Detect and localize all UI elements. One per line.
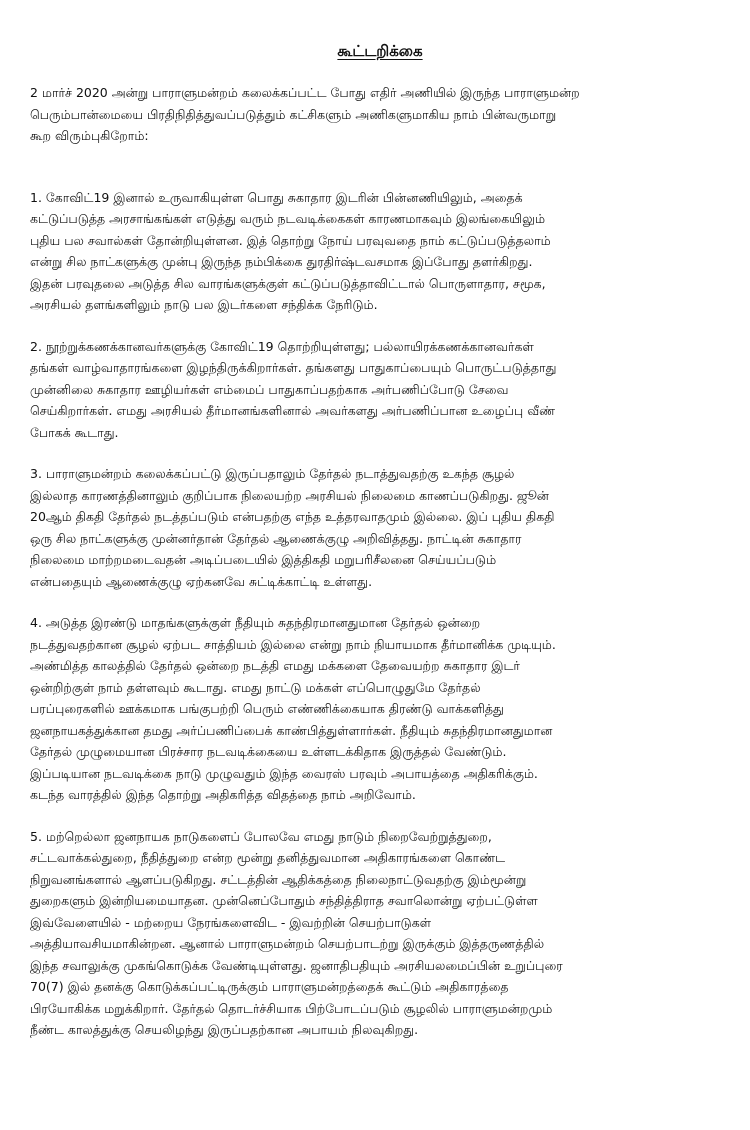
text-line: புதிய பல சவால்கள் தோன்றியுள்ளன. இத் தொற்று நோய் பரவுவதை நாம் கட்டுப்படுத்தலாம் [30,232,551,248]
text-line: நீண்ட காலத்துக்கு செயலிழந்து இருப்பதற்கான அபாயம் நிலவுகிறது. [30,1022,419,1037]
text-line: 1. கோவிட்19 இனால் உருவாகியுள்ள பொது சுகாதார இடரின் பின்னணியிலும், அதைக் [30,189,523,205]
text-line: ஒரு சில நாட்களுக்கு முன்னர்தான் தேர்தல் ஆணைக்குழு அறிவித்தது. நாட்டின் சுகாதார [30,530,522,546]
text-line: துறைகளும் இன்றியமையாதன. முன்னெப்போதும் சந்தித்திராத சவாலொன்று ஏற்பட்டுள்ள [30,893,538,908]
text-line: நிறுவனங்களால் ஆளப்படுகிறது. சட்டத்தின் ஆதிக்கத்தை நிலைநாட்டுவதற்கு இம்மூன்று [30,871,527,887]
text-line: இப்படியான நடவடிக்கை நாடு முழுவதும் இந்த வைரஸ் பரவும் அபாயத்தை அதிகரிக்கும். [30,765,538,781]
text-line: செய்கிறார்கள். எமது அரசியல் தீர்மானங்களினால் அவர்களது அர்பணிப்பான உழைப்பு வீண் [30,403,556,418]
text-line: பரப்புரைகளில் ஊக்கமாக பங்குபற்றி பெரும் எண்ணிக்கையாக திரண்டு வாக்களித்து [30,701,504,716]
text-line: கூற விரும்புகிறோம்: [30,128,149,143]
paragraph-3 [30,463,730,592]
paragraph-2 [30,336,730,444]
paragraph-4 [30,612,730,806]
text-line: 3. பாராளுமன்றம் கலைக்கப்பட்டு இருப்பதாலும் தேர்தல் நடாத்துவதற்கு உகந்த சூழல் [30,466,515,481]
text-line: 2 மார்ச் 2020 அன்று பாராளுமன்றம் கலைக்கப்பட்ட போது எதிர் அணியில் இருந்த பாராளுமன்ற [30,85,580,100]
text-line: நிலைமை மாற்றமடைவதன் அடிப்படையில் இத்திகதி மறுபரிசீலனை செய்யப்படும் [30,552,497,567]
text-line: கட்டுப்படுத்த அரசாங்கங்கள் எடுத்து வரும் நடவடிக்கைகள் காரணமாகவும் இலங்கையிலும் [30,211,546,226]
document-title: கூட்டறிக்கை [337,42,423,60]
text-line: தங்கள் வாழ்வாதாரங்களை இழந்திருக்கிறார்கள். தங்களது பாதுகாப்பையும் பொருட்படுத்தாது [30,360,557,375]
text-line: தேர்தல் முழுமையான பிரச்சார நடவடிக்கையை உள்ளடக்கிதாக இருத்தல் வேண்டும். [30,744,507,759]
text-line: முன்னிலை சுகாதார ஊழியர்கள் எம்மைப் பாதுகாப்பதற்காக அர்பணிப்போடு சேவை [30,381,509,397]
text-line: 70(7) இல் தனக்கு கொடுக்கப்பட்டிருக்கும் பாராளுமன்றத்தைக் கூட்டும் அதிகாரத்தை [30,979,509,994]
text-line: இந்த சவாலுக்கு முகங்கொடுக்க வேண்டியுள்ளது. ஜனாதிபதியும் அரசியலமைப்பின் உறுப்புரை [30,957,563,973]
text-line: என்பதையும் ஆணைக்குழு ஏற்கனவே சுட்டிக்காட்டி உள்ளது. [30,573,373,589]
paragraph-1 [30,187,730,316]
text-line: 4. அடுத்த இரண்டு மாதங்களுக்குள் நீதியும் சுதந்திரமானதுமான தேர்தல் ஒன்றை [30,615,481,630]
text-line: அத்தியாவசியமாகின்றன. ஆனால் பாராளுமன்றம் செயற்பாடற்று இருக்கும் இத்தருணத்தில் [30,936,545,951]
text-line: இதன் பரவுதலை அடுத்த சில வாரங்களுக்குள் கட்டுப்படுத்தாவிட்டால் பொருளாதார, சமூக, [30,275,546,291]
text-line: சட்டவாக்கல்துறை, நீதித்துறை என்ற மூன்று தனித்துவமான அதிகாரங்களை கொண்ட [30,850,506,865]
text-line: 20ஆம் திகதி தேர்தல் நடத்தப்படும் என்பதற்கு எந்த உத்தரவாதமும் இல்லை. இப் புதிய திகதி [30,509,555,524]
text-line: அண்மித்த காலத்தில் தேர்தல் ஒன்றை நடத்தி எமது மக்களை தேவையற்ற சுகாதார இடர் [30,658,520,673]
text-line: பிரயோகிக்க மறுக்கிறார். தேர்தல் தொடர்ச்சியாக பிற்போடப்படும் சூழலில் பாராளுமன்றமும் [30,1000,553,1016]
text-line: அரசியல் தளங்களிலும் நாடு பல இடர்களை சந்திக்க நேரிடும். [30,297,378,312]
text-line: என்று சில நாட்களுக்கு முன்பு இருந்த நம்பிக்கை துரதிர்ஷ்டவசமாக இப்போது தளர்கிறது. [30,254,533,269]
text-line: ஒன்றிற்குள் நாம் தள்ளவும் கூடாது. எமது நாட்டு மக்கள் எப்பொழுதுமே தேர்தல் [30,679,481,695]
intro-paragraph [30,82,730,147]
text-line: கடந்த வாரத்தில் இந்த தொற்று அதிகரித்த விதத்தை நாம் அறிவோம். [30,787,416,802]
text-line: இவ்வேளையில் - மற்றைய நேரங்களைவிட - இவற்றின் செயற்பாடுகள் [30,914,431,930]
text-line: இல்லாத காரணத்தினாலும் குறிப்பாக நிலையற்ற அரசியல் நிலைமை காணப்படுகிறது. ஜூன் [30,487,549,503]
text-line: நடத்துவதற்கான சூழல் ஏற்பட சாத்தியம் இல்லை என்று நாம் நியாயமாக தீர்மானிக்க முடியும். [30,636,556,652]
text-line: பெரும்பான்மையை பிரதிநிதித்துவப்படுத்தும் கட்சிகளும் அணிகளுமாகிய நாம் பின்வருமாறு [30,106,557,122]
text-line: போகக் கூடாது. [30,424,119,440]
text-line: ஜனநாயகத்துக்கான தமது அர்ப்பணிப்பைக் காண்பித்துள்ளார்கள். நீதியும் சுதந்திரமானதுமான [30,722,553,738]
text-line: 5. மற்றெல்லா ஜனநாயக நாடுகளைப் போலவே எமது நாடும் நிறைவேற்றுத்துறை, [30,828,492,844]
text-line: 2. நூற்றுக்கணக்கானவர்களுக்கு கோவிட்19 தொற்றியுள்ளது; பல்லாயிரக்கணக்கானவர்கள் [30,338,534,354]
paragraph-5 [30,826,730,1041]
